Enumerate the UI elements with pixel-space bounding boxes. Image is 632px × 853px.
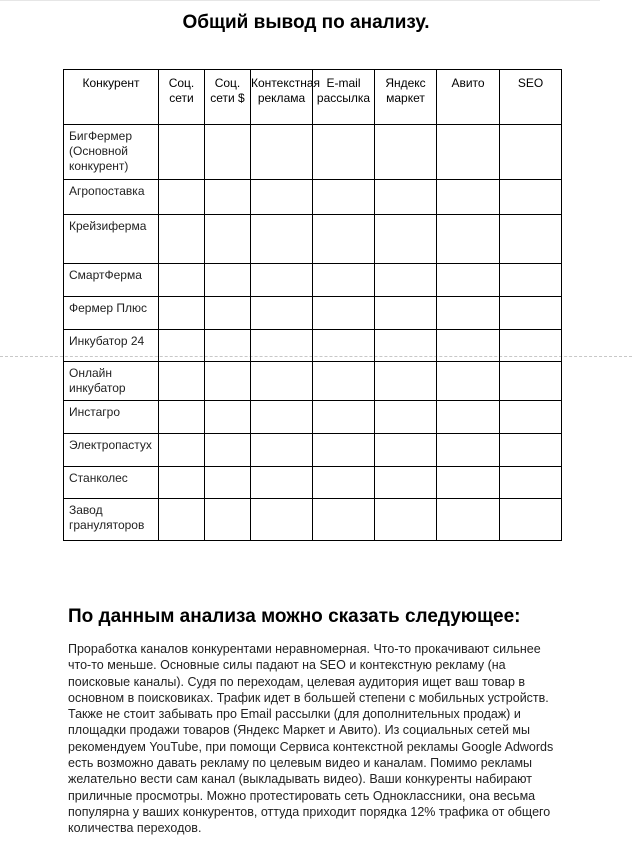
table-row — [64, 434, 562, 467]
table-cell — [251, 264, 313, 297]
table-row — [64, 467, 562, 499]
table-cell — [159, 297, 205, 330]
table-cell — [251, 330, 313, 362]
table-cell — [205, 180, 251, 215]
table-cell — [500, 264, 562, 297]
header-email: E-mail рассылка — [313, 70, 375, 125]
table-cell — [375, 330, 437, 362]
table-cell — [375, 215, 437, 264]
table-cell — [205, 264, 251, 297]
table-row — [64, 180, 562, 215]
table-cell — [205, 215, 251, 264]
table-cell — [313, 125, 375, 180]
table-cell — [375, 499, 437, 541]
competitor-name: Инкубатор 24 — [64, 330, 159, 362]
table-cell — [251, 215, 313, 264]
competitor-name: Завод грануляторов — [64, 499, 159, 541]
table-cell — [313, 297, 375, 330]
table-cell — [159, 434, 205, 467]
table-cell — [251, 362, 313, 401]
table-header-row — [64, 70, 562, 125]
competitor-analysis-table — [63, 69, 562, 541]
table-cell — [437, 362, 500, 401]
table-cell — [159, 330, 205, 362]
table-cell — [437, 297, 500, 330]
table-cell — [313, 499, 375, 541]
table-cell — [375, 297, 437, 330]
table-row — [64, 362, 562, 401]
competitor-name: Инстагро — [64, 401, 159, 434]
table-cell — [500, 434, 562, 467]
table-cell — [251, 297, 313, 330]
header-social: Соц. сети — [159, 70, 205, 125]
table-cell — [251, 180, 313, 215]
table-cell — [437, 467, 500, 499]
competitor-name: Фермер Плюс — [64, 297, 159, 330]
table-cell — [313, 264, 375, 297]
table-cell — [500, 180, 562, 215]
table-cell — [437, 125, 500, 180]
table-cell — [251, 467, 313, 499]
table-cell — [500, 297, 562, 330]
table-cell — [313, 434, 375, 467]
table-cell — [159, 362, 205, 401]
table-cell — [500, 401, 562, 434]
table-cell — [313, 401, 375, 434]
table-cell — [159, 467, 205, 499]
table-cell — [205, 362, 251, 401]
competitor-name: Электропастух — [64, 434, 159, 467]
table-cell — [251, 125, 313, 180]
table-cell — [159, 264, 205, 297]
table-cell — [313, 215, 375, 264]
page-title: Общий вывод по анализу. — [182, 12, 430, 33]
table-cell — [205, 297, 251, 330]
table-cell — [159, 401, 205, 434]
table-cell — [437, 180, 500, 215]
summary-heading: По данным анализа можно сказать следующее: — [68, 606, 521, 627]
table-cell — [500, 467, 562, 499]
table-cell — [500, 362, 562, 401]
table-cell — [251, 401, 313, 434]
table-cell — [375, 401, 437, 434]
table-cell — [375, 180, 437, 215]
table-cell — [500, 125, 562, 180]
table-cell — [313, 180, 375, 215]
table-cell — [437, 499, 500, 541]
table-cell — [437, 434, 500, 467]
table-cell — [205, 467, 251, 499]
table-cell — [205, 499, 251, 541]
competitor-name: СмартФерма — [64, 264, 159, 297]
competitor-name: Крейзиферма — [64, 215, 159, 264]
table-cell — [205, 434, 251, 467]
table-cell — [375, 264, 437, 297]
table-row — [64, 401, 562, 434]
header-context-ads: Контекстная реклама — [251, 70, 313, 125]
summary-paragraph: Проработка каналов конкурентами неравномерная. Что-то прокачивают сильнее что-то меньше. Основные силы падают на SEO и контекстную рекламу (на поисковые каналы). Судя по переходам, целевая аудитория ищет ваш товар в основном в поисковиках. Трафик идет в большей степени с мобильных устройств. Также не стоит забывать про Email рассылки (для дополнительных продаж) и площадки продажи товаров (Яндекс Маркет и Авито). Из социальных сетей мы рекомендуем YouTube, при помощи Сервиса контекстной рекламы Google Adwords есть возможно давать рекламу по целевым видео и каналам. Помимо рекламы желательно вести сам канал (выкладывать видео). Ваши конкуренты набирают приличные просмотры. Можно протестировать сеть Одноклассники, она весьма популярна у ваших конкурентов, оттуда приходит порядка 12% трафика от общего количества переходов. — [68, 642, 554, 836]
table-cell — [500, 499, 562, 541]
competitor-name: Станколес — [64, 467, 159, 499]
header-competitor: Конкурент — [64, 70, 159, 125]
table-row — [64, 125, 562, 180]
table-cell — [159, 125, 205, 180]
table-cell — [205, 330, 251, 362]
header-social-paid: Соц. сети $ — [205, 70, 251, 125]
table-cell — [313, 362, 375, 401]
table-cell — [437, 215, 500, 264]
table-row — [64, 297, 562, 330]
table-cell — [375, 362, 437, 401]
table-cell — [205, 125, 251, 180]
header-seo: SEO — [500, 70, 562, 125]
competitor-name: Онлайн инкубатор — [64, 362, 159, 401]
table-cell — [205, 401, 251, 434]
header-avito: Авито — [437, 70, 500, 125]
table-cell — [313, 467, 375, 499]
header-yandex-market: Яндекс маркет — [375, 70, 437, 125]
competitor-name: Агропоставка — [64, 180, 159, 215]
top-divider — [0, 0, 600, 1]
table-cell — [375, 467, 437, 499]
competitor-name: БигФермер (Основной конкурент) — [64, 125, 159, 180]
table-cell — [159, 215, 205, 264]
table-row — [64, 499, 562, 541]
table-row — [64, 215, 562, 264]
table-cell — [500, 215, 562, 264]
table-row — [64, 330, 562, 362]
table-cell — [500, 330, 562, 362]
table-cell — [375, 125, 437, 180]
table-cell — [159, 499, 205, 541]
table-cell — [159, 180, 205, 215]
table-cell — [437, 264, 500, 297]
table-cell — [437, 330, 500, 362]
table-cell — [251, 434, 313, 467]
table-cell — [375, 434, 437, 467]
table-cell — [313, 330, 375, 362]
table-cell — [251, 499, 313, 541]
table-row — [64, 264, 562, 297]
table-cell — [437, 401, 500, 434]
